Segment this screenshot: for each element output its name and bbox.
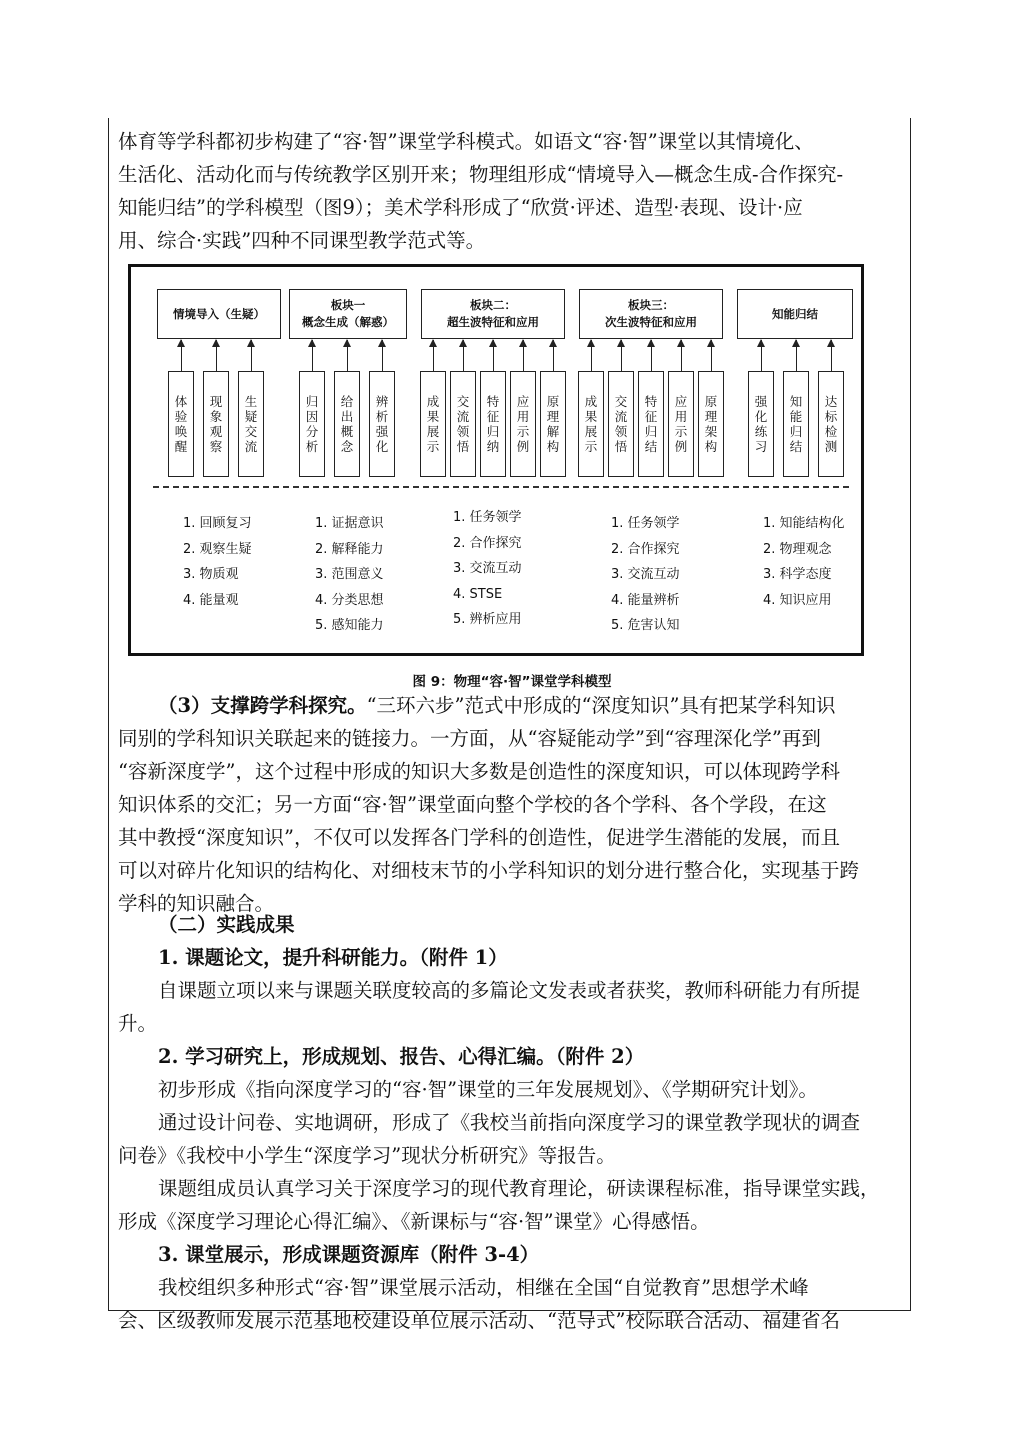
step-box: 应用示例 [668,371,694,477]
text-line: 形成《深度学习理论心得汇编》、《新课标与“容·智”课堂》心得感悟。 [118,1210,710,1233]
arrow-up-icon [312,340,313,371]
section-heading: （二）实践成果 [158,913,295,936]
step-box: 交流领悟 [608,371,634,477]
step-box: 特征归纳 [480,371,506,477]
goal-item: 4. 能量辨析 [611,592,680,608]
step-box: 原理解构 [540,371,566,477]
step-box: 现象观察 [203,371,229,477]
intro-paragraph [118,125,902,257]
step-box: 归因分析 [299,371,325,477]
text-line: 可以对碎片化知识的结构化、对细枝末节的小学科知识的划分进行整合化，实现基于跨 [118,859,860,882]
arrow-up-icon [831,340,832,371]
goal-list [763,511,845,613]
goal-item: 4. STSE [453,586,503,602]
text-line [118,689,902,722]
goal-item: 3. 物质观 [183,567,239,582]
goal-item: 1. 任务领学 [453,510,522,525]
arrow-up-icon [493,340,494,371]
goal-item: 3. 科学态度 [763,567,832,582]
text-line: 自课题立项以来与课题关联度较高的多篇论文发表或者获奖，教师科研能力有所提 [158,979,861,1002]
goal-item: 2. 观察生疑 [183,541,252,557]
step-box: 原理架构 [698,371,724,477]
text-line: 课题组成员认真学习关于深度学习的现代教育理论，研读课程标准，指导课堂实践， [158,1177,880,1200]
header-box-block2 [421,289,565,339]
goal-list [183,511,252,613]
goal-item: 1. 任务领学 [611,516,680,531]
goal-item: 4. 能量观 [183,592,239,608]
header-line: 超生波特征和应用 [447,315,539,329]
item-title: 1. 课题论文，提升科研能力。（附件 1） [158,946,508,969]
dashed-divider [153,486,849,488]
arrow-up-icon [796,340,797,371]
text-line: 初步形成《指向深度学习的“容·智”课堂的三年发展规划》、《学期研究计划》。 [158,1078,818,1101]
text-line: 升。 [118,1012,158,1035]
text-line: 知识体系的交汇；另一方面“容·智”课堂面向整个学校的各个学科、各个学段，在这 [118,793,827,816]
text-line: 学科的知识融合。 [118,892,275,915]
arrow-up-icon [251,340,252,371]
arrow-up-icon [347,340,348,371]
text-line: 同别的学科知识关联起来的链接力。一方面，从“容疑能动学”到“容理深化学”再到 [118,727,821,750]
goal-list [453,505,522,633]
goal-item: 3. 交流互动 [611,567,680,582]
arrow-up-icon [523,340,524,371]
step-box: 知能归结 [783,371,809,477]
goal-item: 5. 感知能力 [315,618,384,633]
header-box-intro [157,289,281,339]
item-title: 3. 课堂展示，形成课题资源库（附件 3-4） [158,1243,540,1266]
section3-lead: （3）支撑跨学科探究。 [158,694,367,717]
text-line: 用、综合·实践”四种不同课型教学范式等。 [118,229,486,252]
goal-item: 3. 范围意义 [315,567,384,582]
goal-item: 4. 知识应用 [763,592,832,608]
arrow-up-icon [463,340,464,371]
step-box: 生疑交流 [238,371,264,477]
goal-item: 1. 回顾复习 [183,516,252,531]
header-box-block3 [579,289,723,339]
step-box: 达标检测 [818,371,844,477]
goal-item: 2. 物理观念 [763,541,832,557]
step-box: 应用示例 [510,371,536,477]
arrow-up-icon [553,340,554,371]
header-line: 板块三： [628,298,674,312]
text-line: 问卷》《我校中小学生“深度学习”现状分析研究》等报告。 [118,1144,616,1167]
goal-item: 5. 辨析应用 [453,612,522,627]
step-box: 辨析强化 [369,371,395,477]
text-line: 通过设计问卷、实地调研，形成了《我校当前指向深度学习的课堂教学现状的调查 [158,1111,861,1134]
goal-item: 5. 危害认知 [611,618,680,633]
step-box: 交流领悟 [450,371,476,477]
goal-item: 2. 合作探究 [453,535,522,551]
header-line: 知能归结 [772,306,818,321]
arrow-up-icon [433,340,434,371]
text-line: 我校组织多种形式“容·智”课堂展示活动，相继在全国“自觉教育”思想学术峰 [158,1276,809,1299]
step-box: 成果展示 [420,371,446,477]
text-line: 体育等学科都初步构建了“容·智”课堂学科模式。如语文“容·智”课堂以其情境化、 [118,130,814,153]
step-box: 特征归结 [638,371,664,477]
section3-first-rest: “三环六步”范式中形成的“深度知识”具有把某学科知识 [366,694,836,717]
arrow-up-icon [621,340,622,371]
results-section [118,908,902,1337]
header-line: 板块一 [330,298,366,312]
arrow-up-icon [651,340,652,371]
arrow-up-icon [181,340,182,371]
physics-model-diagram [128,264,864,656]
goal-list [611,511,680,639]
step-box: 成果展示 [578,371,604,477]
step-box: 给出概念 [334,371,360,477]
item-title: 2. 学习研究上，形成规划、报告、心得汇编。（附件 2） [158,1045,645,1068]
arrow-up-icon [761,340,762,371]
step-box: 强化练习 [748,371,774,477]
goal-item: 2. 合作探究 [611,541,680,557]
goal-item: 3. 交流互动 [453,561,522,576]
arrow-up-icon [681,340,682,371]
arrow-up-icon [382,340,383,371]
text-line: 会、区级教师发展示范基地校建设单位展示活动、“范导式”校际联合活动、福建省名 [118,1309,840,1332]
section3-paragraph [118,689,902,920]
arrow-up-icon [216,340,217,371]
header-line: 概念生成（解惑） [302,315,394,329]
goal-list [315,511,384,639]
header-line: 次生波特征和应用 [605,315,697,329]
goal-item: 4. 分类思想 [315,592,384,608]
header-box-block1 [289,289,407,339]
text-line: “容新深度学”，这个过程中形成的知识大多数是创造性的深度知识，可以体现跨学科 [118,760,840,783]
figure-caption: 图 9：物理“容·智”课堂学科模型 [412,674,612,690]
arrow-up-icon [591,340,592,371]
header-line: 情境导入（生疑） [173,306,265,321]
text-line: 知能归结”的学科模型（图9）；美术学科形成了“欣赏·评述、造型·表现、设计·应 [118,196,803,219]
goal-item: 1. 证据意识 [315,516,384,531]
goal-item: 2. 解释能力 [315,541,384,557]
goal-item: 1. 知能结构化 [763,516,845,531]
text-line: 其中教授“深度知识”，不仅可以发挥各门学科的创造性，促进学生潜能的发展，而且 [118,826,840,849]
text-line: 生活化、活动化而与传统教学区别开来；物理组形成“情境导入—概念生成-合作探究- [118,163,844,186]
arrow-up-icon [711,340,712,371]
step-box: 体验唤醒 [168,371,194,477]
header-line: 板块二： [470,298,516,312]
header-box-summary [737,289,853,339]
